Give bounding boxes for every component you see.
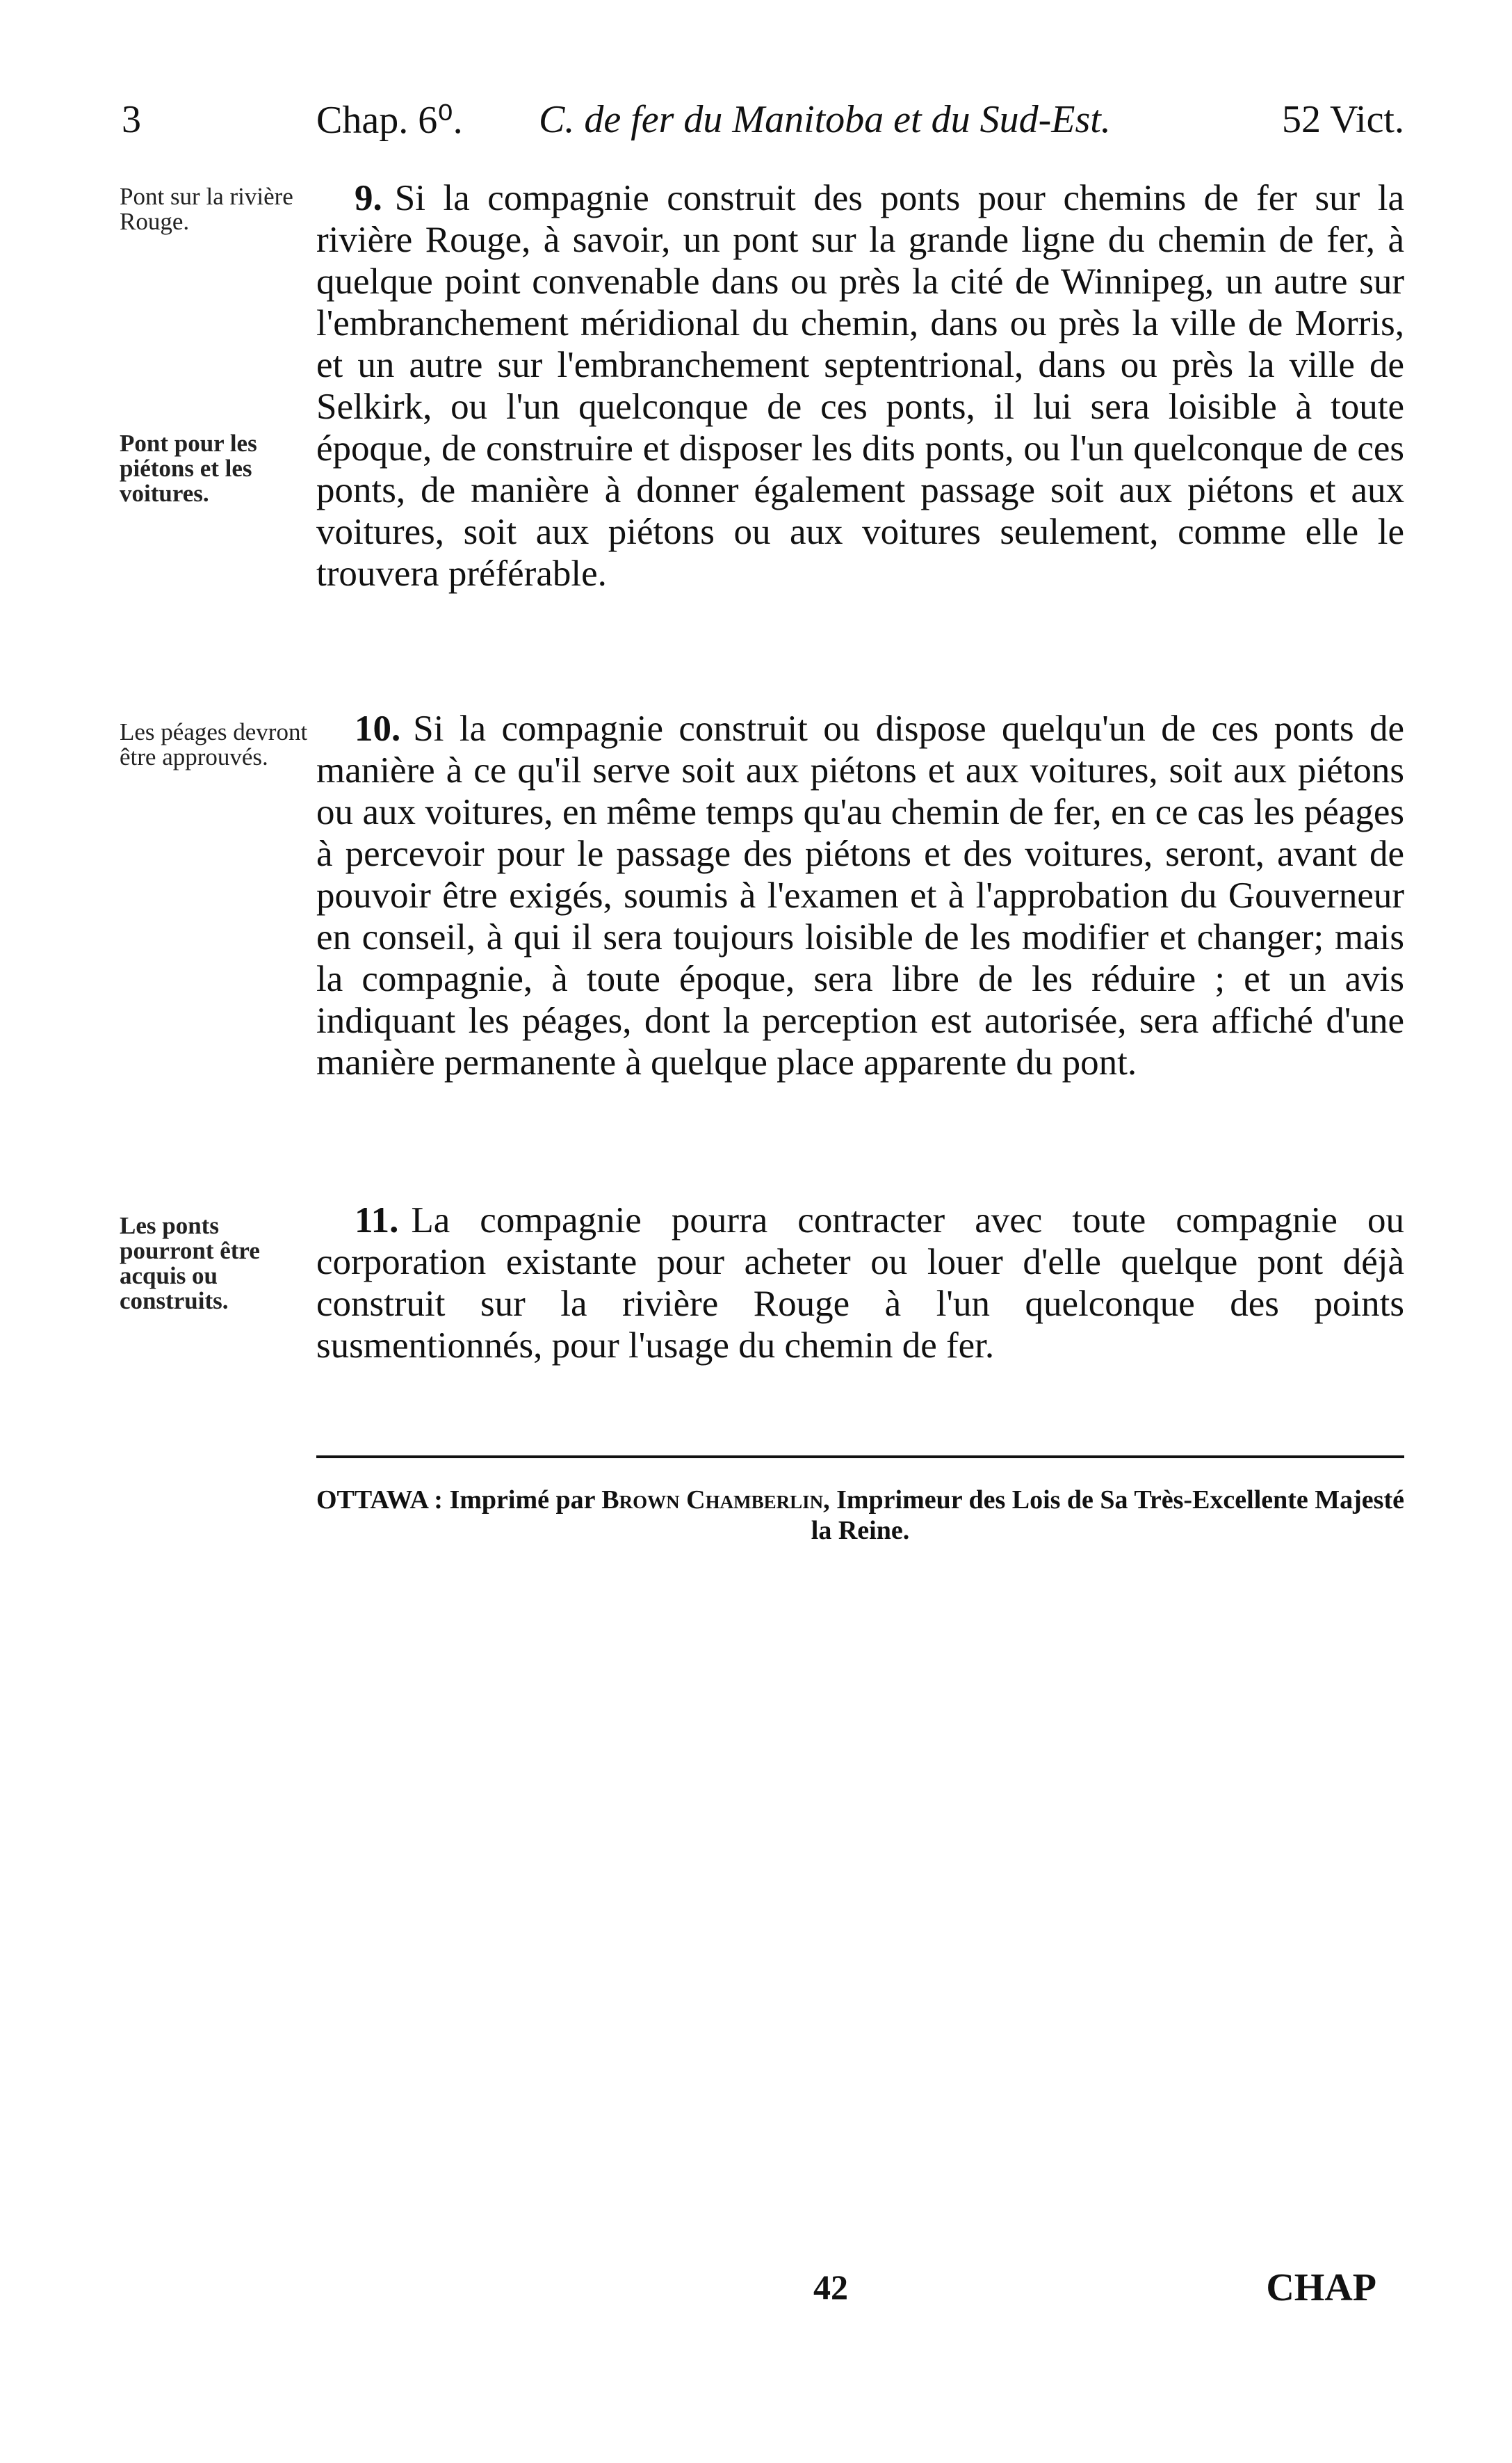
section-11: [316, 1200, 1404, 1366]
imprint-printer-name: Brown Chamberlin,: [601, 1485, 830, 1515]
imprint: [316, 1485, 1404, 1546]
section-text: La compagnie pourra contracter avec toute compagnie ou corporation existante pour acheter ou louer d'elle quelque pont déjà construit sur la rivière Rouge à l'un quelconque des points susmentionnés, pour l'usage du chemin de fer.: [316, 1200, 1404, 1366]
margin-note-bridge-red-river: Pont sur la rivière Rouge.: [120, 183, 293, 235]
header-regnal-year: 52 Vict.: [1281, 98, 1404, 141]
divider-rule: [316, 1455, 1404, 1458]
header-title: C. de fer du Manitoba et du Sud-Est.: [539, 98, 1111, 141]
section-10: [316, 708, 1404, 1083]
section-9: [316, 177, 1404, 595]
section-text: Si la compagnie construit ou dispose quelqu'un de ces ponts de manière à ce qu'il serve soit aux piétons et aux voitures, soit aux piétons ou aux voitures, en même temps qu'au chemin de fer, en ce cas les péages à percevoir pour le passage des piétons et des voitures, seront, avant de pouvoir être exigés, soumis à l'examen et à l'approbation du Gouverneur en conseil, à qui il sera toujours loisible de les modifier et changer; mais la compagnie, à toute époque, sera libre de les réduire ; et un avis indiquant les péages, dont la perception est autorisée, sera affiché d'une manière permanente à quelque place apparente du pont.: [316, 709, 1404, 1083]
section-number: 9.: [355, 178, 382, 218]
running-header: [122, 83, 1404, 146]
imprint-city: OTTAWA :: [316, 1485, 443, 1515]
imprint-rest: Imprimeur des Lois de Sa Très-Excellente Majesté la Reine.: [811, 1485, 1404, 1545]
margin-note-tolls-approved: Les péages devront être approuvés.: [120, 718, 308, 770]
section-number: 10.: [355, 709, 401, 749]
footer-page-number: 42: [813, 2268, 848, 2307]
margin-note-pedestrians-vehicles: Pont pour les piétons et les voitures.: [120, 430, 257, 507]
header-chapter: Chap. 6⁰.: [316, 99, 463, 142]
imprint-printed-by: Imprimé par: [449, 1485, 595, 1515]
section-number: 11.: [355, 1200, 399, 1241]
footer-catchword: CHAP: [1266, 2266, 1376, 2309]
margin-note-bridges-acquired: Les ponts pourront être acquis ou construits.: [120, 1212, 260, 1314]
header-page-number: 3: [122, 98, 141, 141]
section-text: Si la compagnie construit des ponts pour chemins de fer sur la rivière Rouge, à savoir, un pont sur la grande ligne du chemin de fer, à quelque point convenable dans ou près la cité de Winnipeg, un autre sur l'embranchement méridional du chemin, dans ou près la ville de Morris, et un autre sur l'embranchement septentrional, dans ou près la ville de Selkirk, ou l'un quelconque de ces ponts, il lui sera loisible à toute époque, de construire et disposer les dits ponts, ou l'un quelconque de ces ponts, de manière à donner également passage soit aux piétons et aux voitures, soit aux piétons ou aux voitures seulement, comme elle le trouvera préférable.: [316, 178, 1404, 594]
